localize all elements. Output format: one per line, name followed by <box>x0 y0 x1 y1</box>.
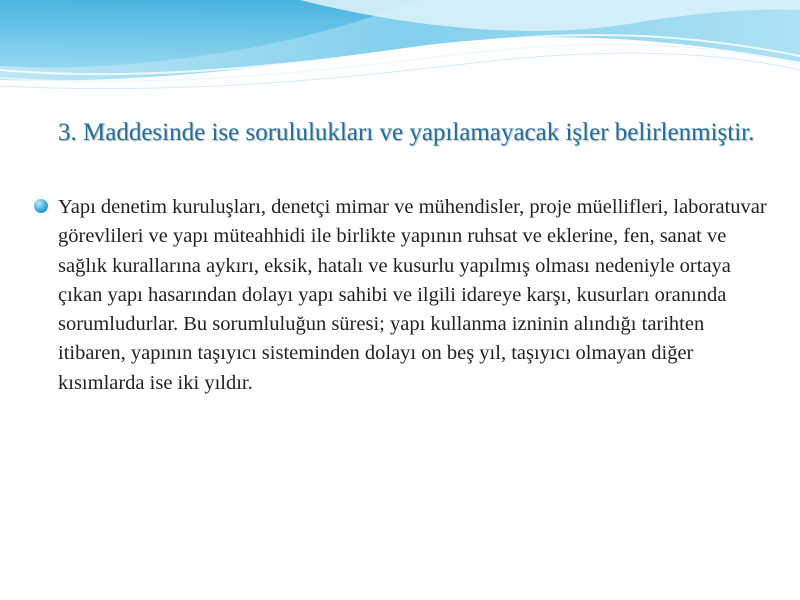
bullet-dot-icon <box>34 199 48 213</box>
bullet-item <box>58 193 773 398</box>
bullet-text: Yapı denetim kuruluşları, denetçi mimar ve mühendisler, proje müellifleri, laboratuvar görevlileri ve yapı müteahhidi ile birlikte yapının ruhsat ve eklerine, fen, sanat ve sağlık kurallarına aykırı, eksik, hatalı ve kusurlu yapılmış olması nedeniyle ortaya çıkan yapı hasarından dolayı yapı sahibi ve ilgili idareye karşı, kusurları oranında sorumludurlar. Bu sorumluluğun süresi; yapı kullanma izninin alındığı tarihten itibaren, yapının taşıyıcı sisteminden dolayı on beş yıl, taşıyıcı olmayan diğer kısımlarda ise iki yıldır. <box>58 196 767 394</box>
header-wave-decoration <box>0 0 800 100</box>
bullet-list <box>58 193 773 398</box>
slide-title: 3. Maddesinde ise sorululukları ve yapılamayacak işler belirlenmiştir. <box>58 119 755 146</box>
